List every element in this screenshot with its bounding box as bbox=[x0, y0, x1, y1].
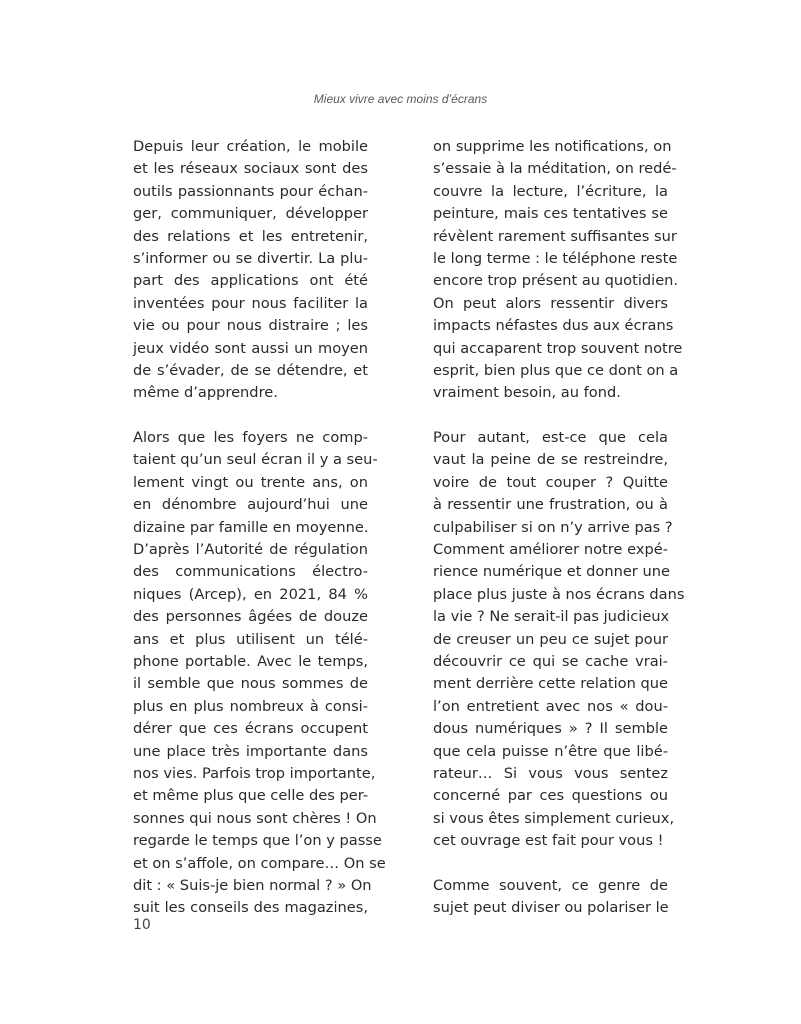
text-line: dous numériques » ? Il semble bbox=[433, 720, 668, 738]
paragraph-gap bbox=[433, 853, 668, 875]
paragraph-gap bbox=[433, 405, 668, 427]
text-line: et on s’affole, on compare… On se bbox=[133, 854, 386, 872]
text-line: le long terme : le téléphone reste bbox=[433, 249, 678, 267]
text-line: dit : « Suis-je bien normal ? » On bbox=[133, 876, 372, 894]
text-line: encore trop présent au quotidien. bbox=[433, 272, 679, 290]
text-line: des relations et les entretenir, bbox=[133, 227, 368, 245]
running-header: Mieux vivre avec moins d’écrans bbox=[313, 92, 488, 106]
text-line: Comme souvent, ce genre de bbox=[433, 876, 668, 894]
paragraph bbox=[433, 427, 685, 852]
text-line: sujet peut diviser ou polariser le bbox=[433, 899, 669, 917]
text-line: en dénombre aujourd’hui une bbox=[133, 496, 368, 514]
text-line: concerné par ces questions ou bbox=[433, 787, 668, 805]
text-line: inventées pour nous faciliter la bbox=[133, 294, 368, 312]
text-line: sonnes qui nous sont chères ! On bbox=[133, 809, 377, 827]
text-line: révèlent rarement suffisantes sur bbox=[433, 227, 677, 245]
text-line: place plus juste à nos écrans dans bbox=[433, 585, 685, 603]
text-line: des personnes âgées de douze bbox=[133, 608, 368, 626]
paragraph bbox=[433, 875, 668, 920]
text-line: couvre la lecture, l’écriture, la bbox=[433, 182, 668, 200]
text-column-left bbox=[133, 136, 386, 920]
text-line: vraiment besoin, au fond. bbox=[433, 384, 621, 402]
text-line: Alors que les foyers ne comp- bbox=[133, 429, 368, 447]
paragraph bbox=[433, 136, 683, 405]
text-line: il semble que nous sommes de bbox=[133, 675, 368, 693]
text-line: niques (Arcep), en 2021, 84 % bbox=[133, 585, 368, 603]
text-line: regarde le temps que l’on y passe bbox=[133, 832, 382, 850]
text-line: ment derrière cette relation que bbox=[433, 675, 668, 693]
text-line: et les réseaux sociaux sont des bbox=[133, 160, 368, 178]
text-line: que cela puisse n’être que libé- bbox=[433, 742, 668, 760]
text-line: rience numérique et donner une bbox=[433, 563, 670, 581]
paragraph-gap bbox=[133, 405, 368, 427]
text-line: jeux vidéo sont aussi un moyen bbox=[133, 339, 368, 357]
text-line: Depuis leur création, le mobile bbox=[133, 138, 368, 155]
text-line: la vie ? Ne serait-il pas judicieux bbox=[433, 608, 670, 626]
text-line: ans et plus utilisent un télé- bbox=[133, 630, 368, 648]
text-line: si vous êtes simplement curieux, bbox=[433, 809, 675, 827]
text-line: outils passionnants pour échan- bbox=[133, 182, 368, 200]
text-line: rateur… Si vous vous sentez bbox=[433, 764, 668, 782]
text-line: ger, communiquer, développer bbox=[133, 205, 368, 223]
text-line: dizaine par famille en moyenne. bbox=[133, 518, 369, 536]
text-line: des communications électro- bbox=[133, 563, 368, 581]
text-line: vaut la peine de se restreindre, bbox=[433, 451, 668, 469]
text-line: même d’apprendre. bbox=[133, 384, 278, 402]
text-line: plus en plus nombreux à consi- bbox=[133, 697, 368, 715]
text-line: esprit, bien plus que ce dont on a bbox=[433, 361, 679, 379]
paragraph bbox=[133, 136, 368, 405]
text-line: vie ou pour nous distraire ; les bbox=[133, 317, 368, 335]
text-line: de s’évader, de se détendre, et bbox=[133, 361, 368, 379]
text-line: de creuser un peu ce sujet pour bbox=[433, 630, 668, 648]
text-line: dérer que ces écrans occupent bbox=[133, 720, 368, 738]
text-line: D’après l’Autorité de régulation bbox=[133, 541, 368, 559]
text-line: une place très importante dans bbox=[133, 742, 368, 760]
text-line: culpabiliser si on n’y arrive pas ? bbox=[433, 518, 673, 536]
text-line: à ressentir une frustration, ou à bbox=[433, 496, 668, 514]
text-line: voire de tout couper ? Quitte bbox=[433, 473, 668, 491]
text-line: suit les conseils des magazines, bbox=[133, 899, 368, 917]
text-line: s’informer ou se divertir. La plu- bbox=[133, 249, 368, 267]
page-number: 10 bbox=[133, 917, 151, 933]
text-line: et même plus que celle des per- bbox=[133, 787, 369, 805]
text-line: impacts néfastes dus aux écrans bbox=[433, 317, 674, 335]
text-line: Comment améliorer notre expé- bbox=[433, 541, 668, 559]
text-line: On peut alors ressentir divers bbox=[433, 294, 668, 312]
paragraph bbox=[133, 427, 386, 920]
text-line: nos vies. Parfois trop importante, bbox=[133, 764, 376, 782]
text-line: Pour autant, est-ce que cela bbox=[433, 429, 668, 447]
text-line: l’on entretient avec nos « dou- bbox=[433, 697, 668, 715]
text-line: peinture, mais ces tentatives se bbox=[433, 205, 668, 223]
text-line: lement vingt ou trente ans, on bbox=[133, 473, 368, 491]
text-line: découvrir ce qui se cache vrai- bbox=[433, 652, 668, 670]
text-line: phone portable. Avec le temps, bbox=[133, 652, 368, 670]
text-column-right bbox=[433, 136, 685, 920]
text-line: qui accaparent trop souvent notre bbox=[433, 339, 683, 357]
text-line: s’essaie à la méditation, on redé- bbox=[433, 160, 677, 178]
text-line: part des applications ont été bbox=[133, 272, 368, 290]
text-line: on supprime les notifications, on bbox=[433, 138, 672, 155]
text-line: taient qu’un seul écran il y a seu- bbox=[133, 451, 378, 469]
text-line: cet ouvrage est fait pour vous ! bbox=[433, 832, 664, 850]
